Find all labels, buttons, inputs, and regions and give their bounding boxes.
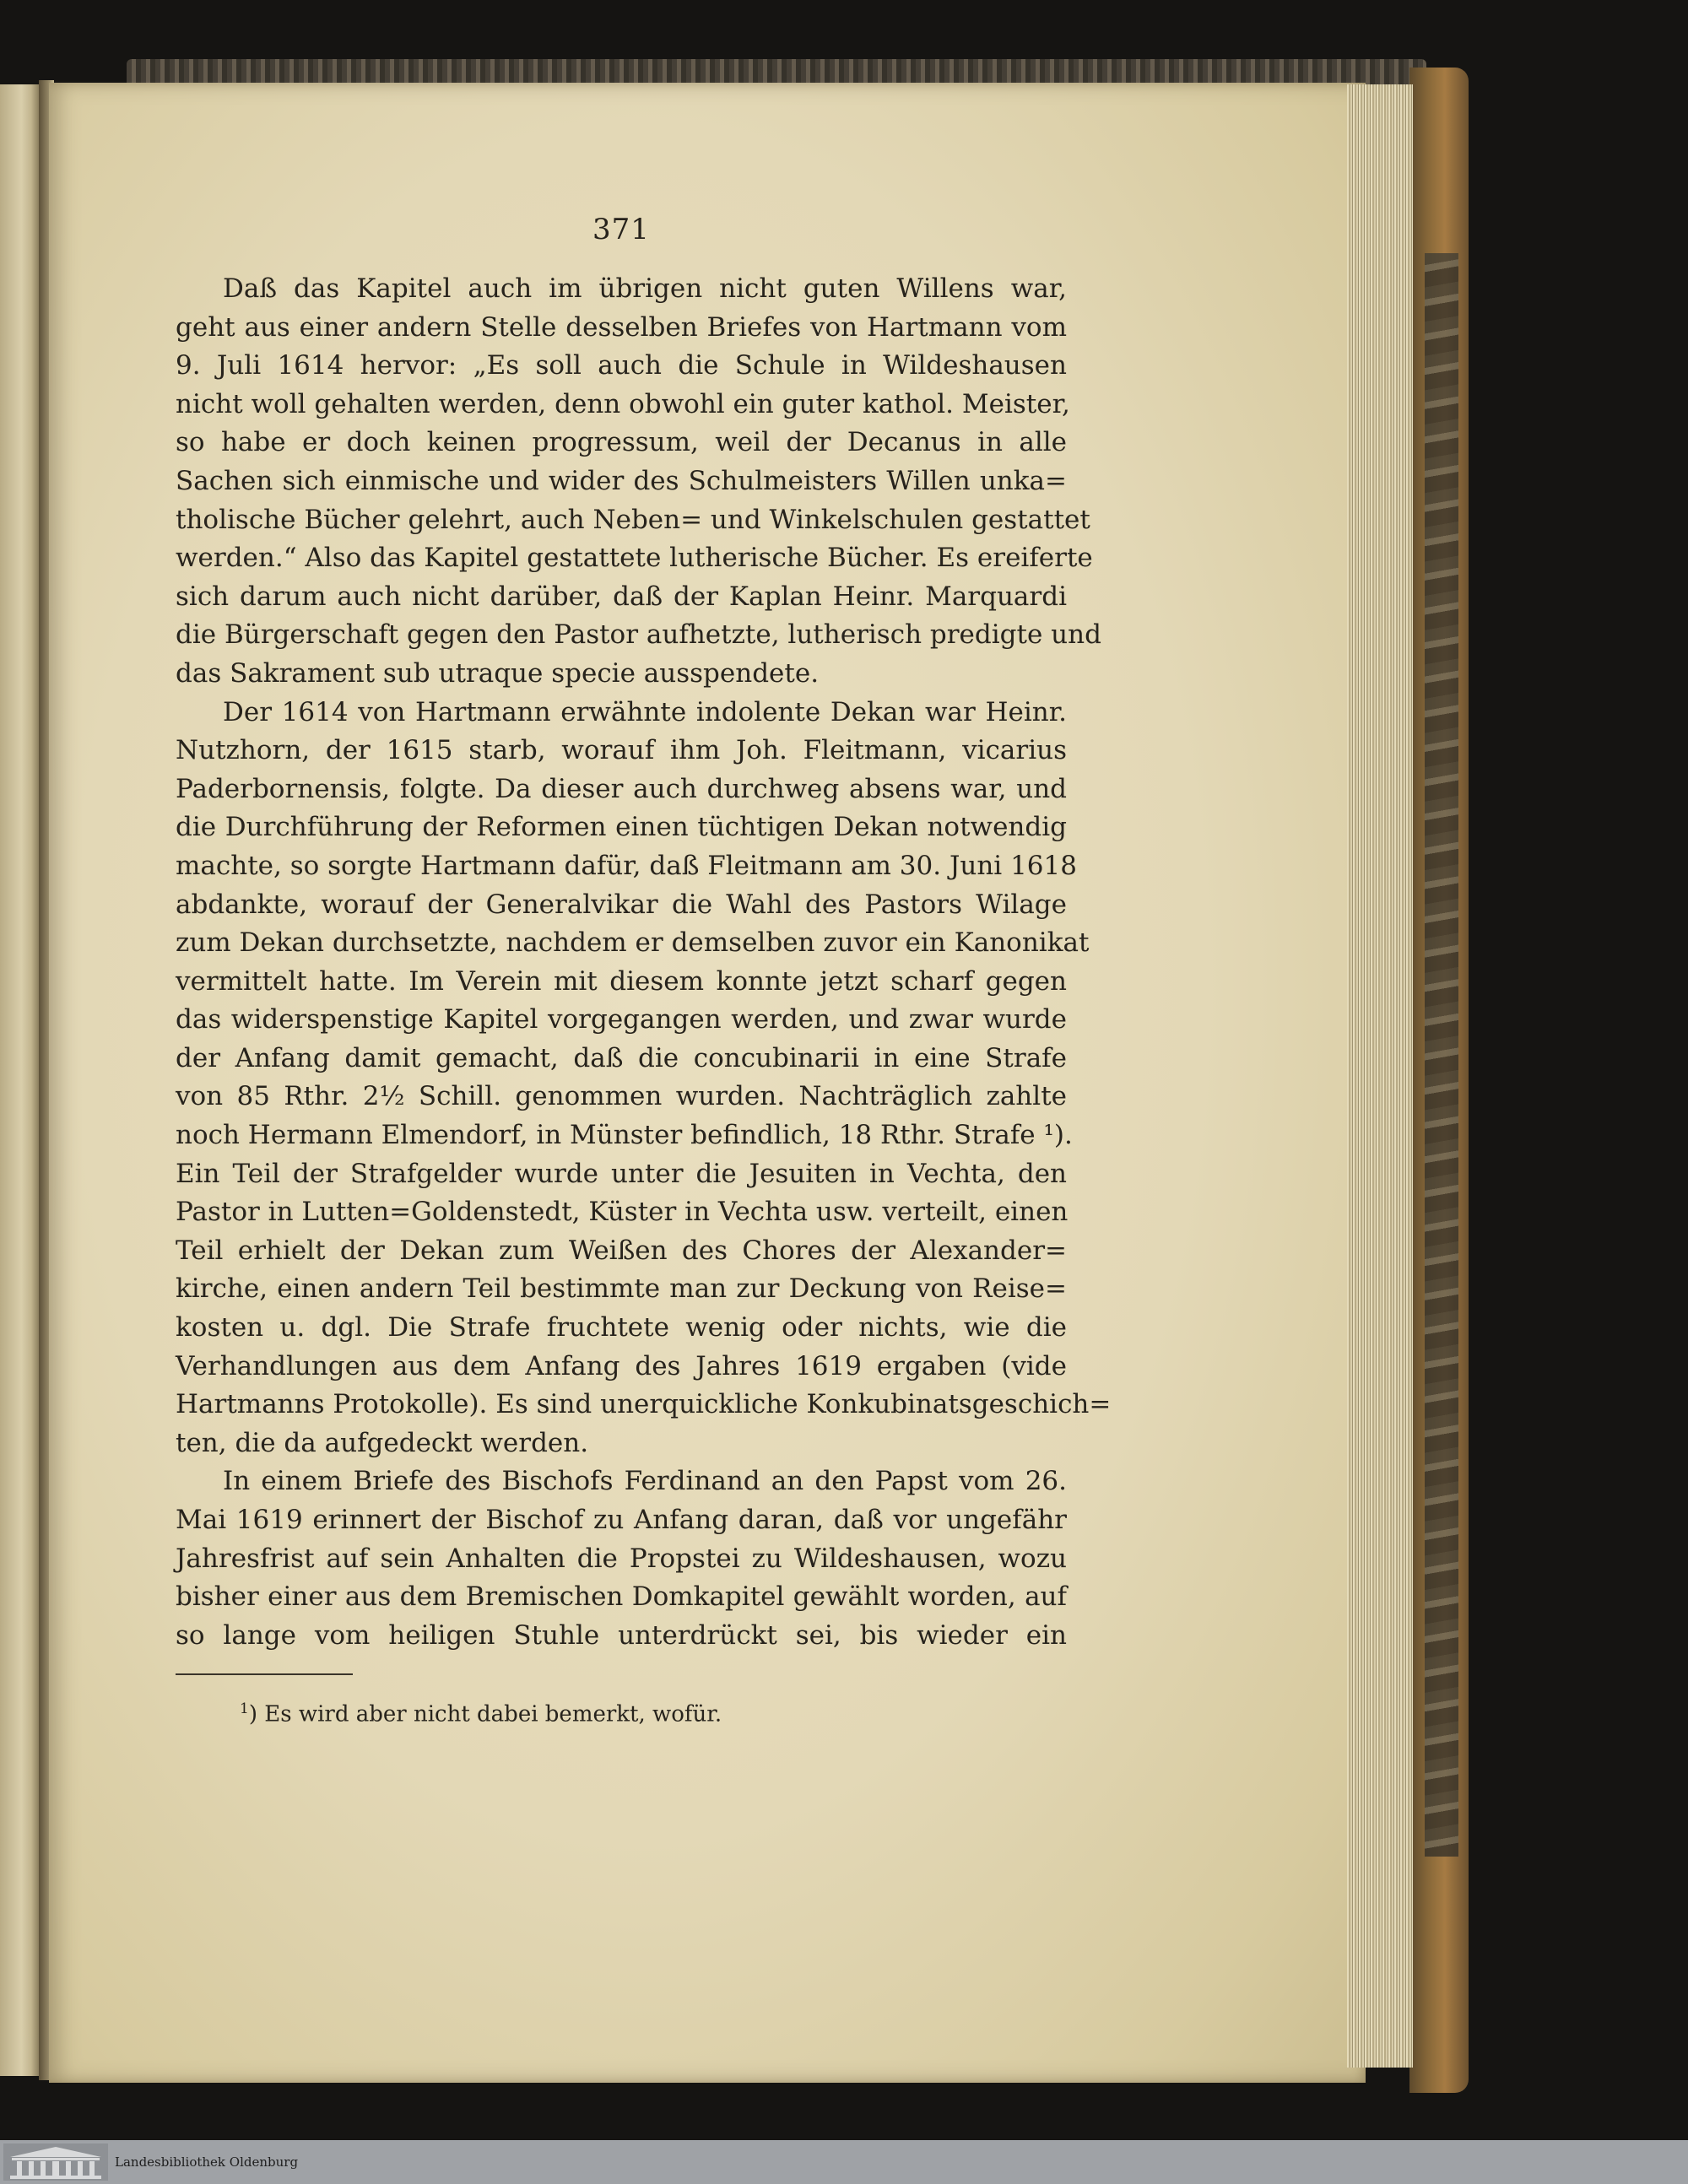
text-line: nicht woll gehalten werden, denn obwohl ein guter kathol. Meister,	[176, 388, 1070, 419]
stacked-page-edges	[1347, 84, 1413, 2068]
text-line: die Durchführung der Reformen einen tüchtigen Dekan notwendig	[176, 812, 1067, 843]
text-line: Ein Teil der Strafgelder wurde unter die Jesuiten in Vechta, den	[176, 1158, 1067, 1189]
text-line: vermittelt hatte. Im Verein mit diesem konnte jetzt scharf gegen	[176, 965, 1067, 997]
text-line: noch Hermann Elmendorf, in Münster befindlich, 18 Rthr. Strafe ¹).	[176, 1120, 1073, 1151]
text-line: das widerspenstige Kapitel vorgegangen werden, und zwar wurde	[176, 1004, 1067, 1035]
footnote	[176, 1692, 1067, 1732]
text-line: von 85 Rthr. 2½ Schill. genommen wurden. Nachträglich zahlte	[176, 1081, 1067, 1112]
text-line: In einem Briefe des Bischofs Ferdinand an den Papst vom 26.	[223, 1466, 1067, 1497]
text-line: die Bürgerschaft gegen den Pastor aufhetzte, lutherisch predigte und	[176, 619, 1101, 651]
text-line: Hartmanns Protokolle). Es sind unerquickliche Konkubinatsgeschich=	[176, 1389, 1112, 1420]
marbled-cover-pattern	[1425, 253, 1458, 1857]
text-line: tholische Bücher gelehrt, auch Neben= und Winkelschulen gestattet	[176, 504, 1090, 535]
left-page-edge	[0, 84, 39, 2076]
text-line: kosten u. dgl. Die Strafe fruchtete wenig oder nichts, wie die	[176, 1312, 1067, 1343]
text-line: Pastor in Lutten=Goldenstedt, Küster in Vechta usw. verteilt, einen	[176, 1197, 1069, 1228]
text-line: machte, so sorgte Hartmann dafür, daß Fleitmann am 30. Juni 1618	[176, 850, 1077, 881]
text-line: Daß das Kapitel auch im übrigen nicht guten Willens war,	[223, 273, 1067, 304]
library-name: Landesbibliothek Oldenburg	[115, 2154, 299, 2170]
text-line: Teil erhielt der Dekan zum Weißen des Chores der Alexander=	[176, 1235, 1067, 1266]
footnote-text: ) Es wird aber nicht dabei bemerkt, wofür.	[248, 1702, 722, 1728]
text-line: 9. Juli 1614 hervor: „Es soll auch die Schule in Wildeshausen	[176, 350, 1067, 381]
text-line: Paderbornensis, folgte. Da dieser auch durchweg absens war, und	[176, 773, 1067, 804]
text-line: geht aus einer andern Stelle desselben Briefes von Hartmann vom	[176, 311, 1067, 343]
text-line: bisher einer aus dem Bremischen Domkapitel gewählt worden, auf	[176, 1581, 1067, 1613]
library-footer-bar	[0, 2140, 1688, 2184]
footnote-rule	[176, 1673, 353, 1675]
text-line: Jahresfrist auf sein Anhalten die Propstei zu Wildeshausen, wozu	[176, 1543, 1067, 1574]
text-line: Mai 1619 erinnert der Bischof zu Anfang daran, daß vor ungefähr	[176, 1505, 1067, 1535]
footnote-marker: 1	[240, 1700, 249, 1718]
text-line: Verhandlungen aus dem Anfang des Jahres 1619 ergaben (vide	[176, 1350, 1067, 1381]
paragraph-1	[176, 270, 1101, 694]
paragraph-3	[176, 1462, 1067, 1655]
text-line: Sachen sich einmische und wider des Schulmeisters Willen unka=	[176, 465, 1067, 496]
text-line: das Sakrament sub utraque specie ausspendete.	[176, 657, 820, 689]
text-line: der Anfang damit gemacht, daß die concubinarii in eine Strafe	[176, 1042, 1067, 1073]
text-line: werden.“ Also das Kapitel gestattete lutherische Bücher. Es ereiferte	[176, 543, 1093, 574]
page-text	[176, 209, 1112, 1732]
text-line: Der 1614 von Hartmann erwähnte indolente Dekan war Heinr.	[223, 696, 1067, 727]
library-building-logo	[3, 2143, 108, 2181]
text-line: abdankte, worauf der Generalvikar die Wahl des Pastors Wilage	[176, 889, 1067, 920]
text-line: Nutzhorn, der 1615 starb, worauf ihm Joh. Fleitmann, vicarius	[176, 735, 1067, 766]
text-line: so lange vom heiligen Stuhle unterdrückt sei, bis wieder ein	[176, 1619, 1067, 1651]
text-line: ten, die da aufgedeckt werden.	[176, 1427, 589, 1458]
text-line: zum Dekan durchsetzte, nachdem er demselben zuvor ein Kanonikat	[176, 927, 1090, 959]
text-line: kirche, einen andern Teil bestimmte man zur Deckung von Reise=	[176, 1273, 1067, 1305]
page-number: 371	[592, 213, 650, 246]
text-line: so habe er doch keinen progressum, weil der Decanus in alle	[176, 427, 1067, 458]
paragraph-2	[176, 694, 1112, 1463]
text-line: sich darum auch nicht darüber, daß der Kaplan Heinr. Marquardi	[176, 581, 1067, 612]
